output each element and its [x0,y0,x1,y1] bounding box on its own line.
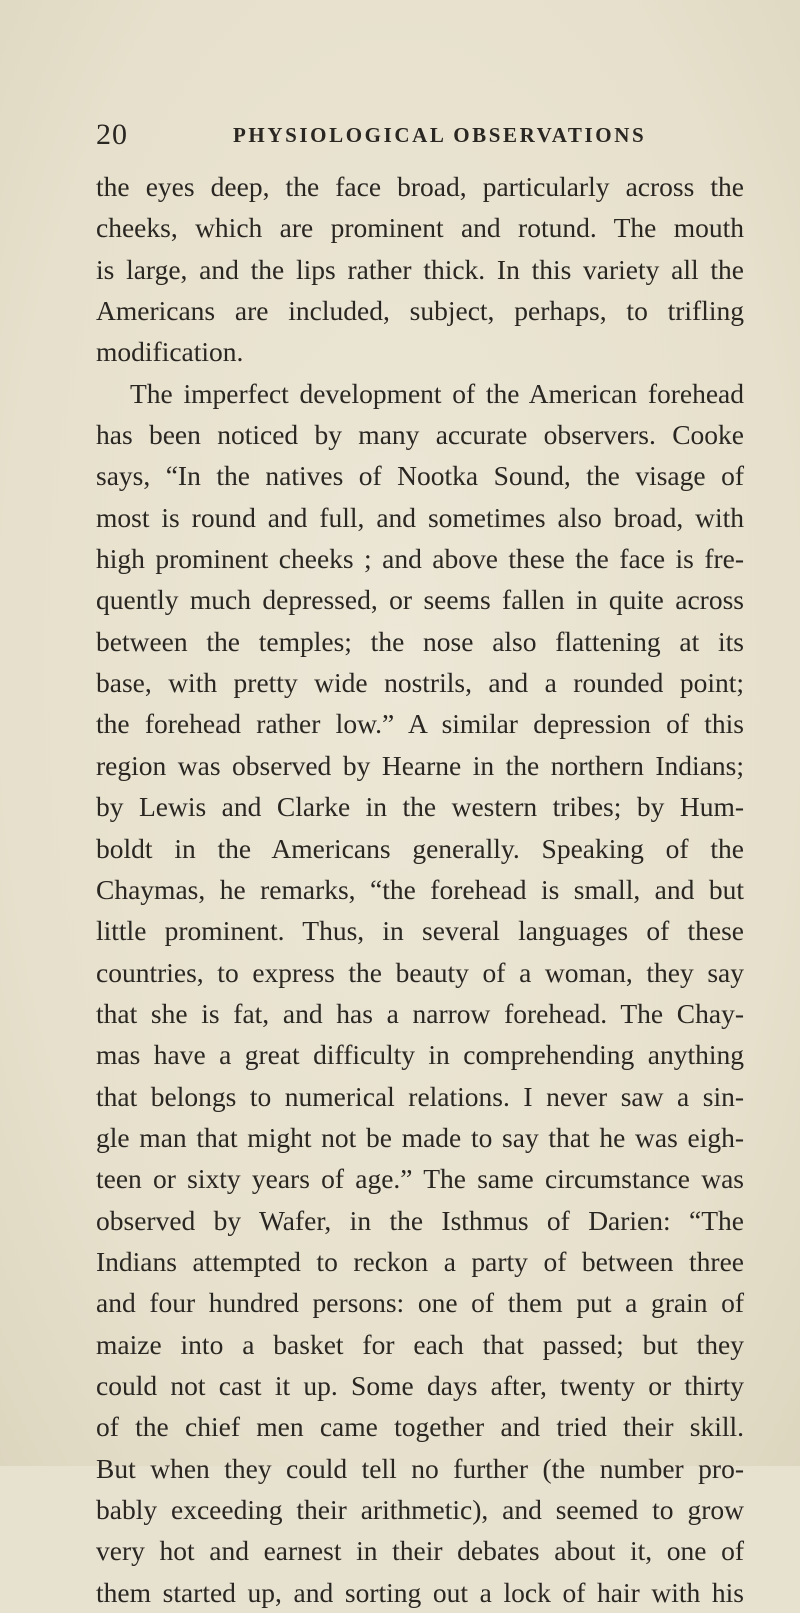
text-line: most is round and full, and sometimes also broad, with [96,501,744,533]
text-line: base, with pretty wide nostrils, and a rounded point; [96,667,744,699]
running-title: PHYSIOLOGICAL OBSERVATIONS [233,123,647,147]
text-line: Americans are included, subject, perhaps, to trifling [96,295,744,327]
text-line: Chaymas, he remarks, “the forehead is small, and but [96,873,744,905]
text-line: the forehead rather low.” A similar depression of this [96,708,744,740]
text-line: Indians attempted to reckon a party of between three [96,1245,744,1277]
text-line: between the temples; the nose also flattening at its [96,625,744,657]
text-line: But when they could tell no further (the number pro- [96,1452,744,1484]
text-line: that belongs to numerical relations. I never saw a sin- [96,1080,744,1112]
page-number: 20 [96,118,128,151]
text-line: that she is fat, and has a narrow forehead. The Chay- [96,997,744,1029]
text-line: quently much depressed, or seems fallen in quite across [96,584,744,616]
text-line: of the chief men came together and tried their skill. [96,1411,744,1443]
text-line: very hot and earnest in their debates about it, one of [96,1535,744,1567]
text-line: cheeks, which are prominent and rotund. The mouth [96,212,744,244]
text-line: them started up, and sorting out a lock of hair with his [96,1576,744,1608]
text-line: teen or sixty years of age.” The same circumstance was [96,1163,744,1195]
text-line: mas have a great difficulty in comprehending anything [96,1039,744,1071]
text-line: little prominent. Thus, in several languages of these [96,915,744,947]
text-line: modification. [96,336,244,368]
text-line: observed by Wafer, in the Isthmus of Darien: “The [96,1204,744,1236]
running-head [96,118,706,158]
text-line: by Lewis and Clarke in the western tribes; by Hum- [96,791,744,823]
text-line: maize into a basket for each that passed; but they [96,1328,744,1360]
text-line: boldt in the Americans generally. Speaking of the [96,832,744,864]
text-line: is large, and the lips rather thick. In this variety all the [96,253,744,285]
text-line: countries, to express the beauty of a woman, they say [96,956,744,988]
text-line: bably exceeding their arithmetic), and seemed to grow [96,1494,744,1525]
text-line: could not cast it up. Some days after, twenty or thirty [96,1369,744,1401]
paragraph-start-line: The imperfect development of the American forehead [130,377,744,409]
text-line: the eyes deep, the face broad, particularly across the [96,171,744,202]
text-line: and four hundred persons: one of them put a grain of [96,1287,744,1319]
text-line: region was observed by Hearne in the northern Indians; [96,749,744,781]
text-line: gle man that might not be made to say that he was eigh- [96,1121,744,1153]
text-line: high prominent cheeks ; and above these the face is fre- [96,543,744,575]
text-line: has been noticed by many accurate observers. Cooke [96,419,744,451]
body-text [96,166,744,1613]
text-line: says, “In the natives of Nootka Sound, the visage of [96,460,744,492]
